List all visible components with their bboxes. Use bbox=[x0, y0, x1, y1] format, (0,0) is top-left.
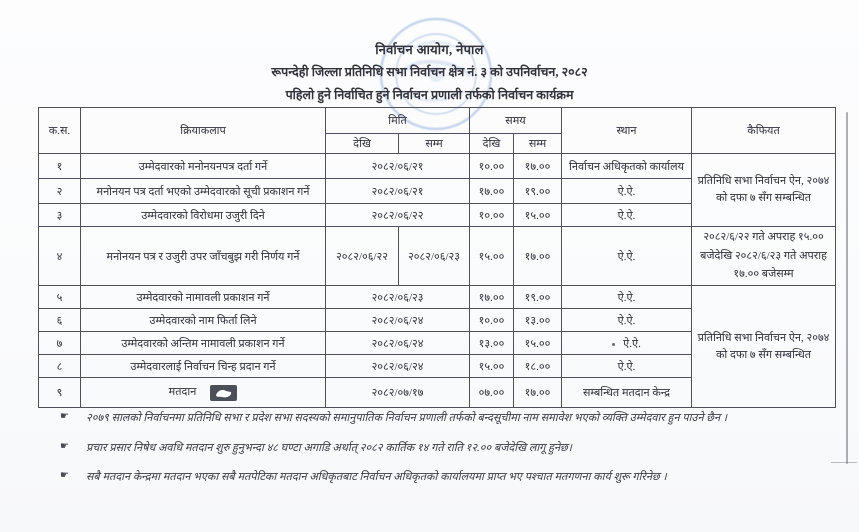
cell-activity: मनोनयन पत्र दर्ता भएको उम्मेदवारको सूची प्रकाशन गर्ने bbox=[81, 179, 326, 204]
header-time-to: सम्म bbox=[514, 134, 562, 154]
footnotes bbox=[60, 410, 850, 499]
cell-sn: ९ bbox=[39, 378, 81, 408]
cell-place: ऐ.ऐ. bbox=[562, 286, 692, 309]
header-place: स्थान bbox=[562, 108, 692, 154]
cell-place: ऐ.ऐ. bbox=[562, 204, 692, 227]
cell-time-from: १०.०० bbox=[470, 204, 514, 227]
scan-edge-line bbox=[831, 462, 857, 463]
header-date-to: सम्म bbox=[399, 134, 470, 154]
cell-date: २०८२/०६/२१ bbox=[326, 179, 470, 204]
voting-stamp-icon bbox=[210, 385, 237, 401]
cell-date: २०८२/०६/२४ bbox=[326, 309, 470, 332]
cell-remarks-rows-5-9: प्रतिनिधि सभा निर्वाचन ऐन, २०७४ को दफा ७ सँग सम्बन्धित bbox=[692, 286, 836, 408]
cell-activity: उम्मेदवारको अन्तिम नामावली प्रकाशन गर्ने bbox=[81, 332, 326, 355]
cell-time-to: १७.०० bbox=[514, 378, 562, 408]
election-schedule-table bbox=[38, 107, 836, 408]
cell-time-from: १३.०० bbox=[470, 332, 514, 355]
cell-activity-text: मतदान bbox=[168, 386, 197, 399]
table-row bbox=[39, 154, 836, 179]
cell-time-to: १३.०० bbox=[514, 309, 562, 332]
cell-sn: २ bbox=[39, 179, 81, 204]
cell-time-from: १५.०० bbox=[470, 355, 514, 378]
cell-activity: मनोनयन पत्र र उजुरी उपर जाँचबुझ गरी निर्णय गर्ने bbox=[81, 227, 326, 286]
cell-sn: ३ bbox=[39, 204, 81, 227]
ink-dot-artifact bbox=[612, 343, 615, 346]
cell-activity: उम्मेदवारको नामावली प्रकाशन गर्ने bbox=[81, 286, 326, 309]
cell-place-text: ऐ.ऐ. bbox=[623, 337, 641, 350]
cell-date: २०८२/०७/१७ bbox=[326, 378, 470, 408]
cell-place: निर्वाचन अधिकृतको कार्यालय bbox=[562, 154, 692, 179]
cell-date-to: २०८२/०६/२३ bbox=[399, 227, 470, 286]
pointing-hand-icon: ☛ bbox=[60, 470, 69, 481]
header-date: मिति bbox=[326, 108, 470, 134]
cell-sn: ७ bbox=[39, 332, 81, 355]
election-subtitle: रूपन्देही जिल्ला प्रतिनिधि सभा निर्वाचन क्षेत्र नं. ३ को उपनिर्वाचन, २०८२ bbox=[271, 65, 588, 80]
cell-place: ऐ.ऐ. bbox=[562, 179, 692, 204]
cell-place: ऐ.ऐ. bbox=[562, 227, 692, 286]
cell-activity: उम्मेदवारको नाम फिर्ता लिने bbox=[81, 309, 326, 332]
cell-place bbox=[562, 332, 692, 355]
cell-sn: ६ bbox=[39, 309, 81, 332]
cell-activity: उम्मेदवारको मनोनयनपत्र दर्ता गर्ने bbox=[81, 154, 326, 179]
table-row bbox=[39, 227, 836, 286]
cell-time-to: १७.०० bbox=[514, 227, 562, 286]
cell-remarks-rows-1-3: प्रतिनिधि सभा निर्वाचन ऐन, २०७४ को दफा ७ सँग सम्बन्धित bbox=[692, 154, 836, 227]
header-remarks: कैफियत bbox=[692, 108, 836, 154]
header-date-from: देखि bbox=[326, 134, 399, 154]
scan-edge-line bbox=[846, 112, 848, 464]
cell-time-to: १९.०० bbox=[514, 286, 562, 309]
note-item bbox=[60, 410, 850, 427]
cell-time-from: १०.०० bbox=[470, 309, 514, 332]
cell-activity bbox=[81, 378, 326, 408]
cell-date: २०८२/०६/२१ bbox=[326, 154, 470, 179]
header-time-from: देखि bbox=[470, 134, 514, 154]
pointing-hand-icon: ☛ bbox=[60, 411, 69, 422]
document-header bbox=[0, 40, 859, 105]
cell-time-to: १५.०० bbox=[514, 332, 562, 355]
program-title: पहिलो हुने निर्वाचित हुने निर्वाचन प्रणाली तर्फको निर्वाचन कार्यक्रम bbox=[285, 87, 574, 102]
note-text: २०७९ सालको निर्वाचनमा प्रतिनिधि सभा र प्रदेश सभा सदस्यको समानुपातिक निर्वाचन प्रणाली तर्फको बन्दसूचीमा नाम समावेश भएको व्यक्ति उम्मेदवार हुन पाउने छैन । bbox=[86, 412, 728, 424]
cell-date: २०८२/०६/२४ bbox=[326, 355, 470, 378]
cell-date: २०८२/०६/२२ bbox=[326, 204, 470, 227]
header-time: समय bbox=[470, 108, 562, 134]
note-text: सबै मतदान केन्द्रमा मतदान भएका सबै मतपेटिका मतदान अधिकृतबाट निर्वाचन अधिकृतको कार्यालयमा प्राप्त भए पश्चात मतगणना कार्य शुरू गरिनेछ । bbox=[86, 471, 667, 483]
cell-date: २०८२/०६/२३ bbox=[326, 286, 470, 309]
cell-place: ऐ.ऐ. bbox=[562, 309, 692, 332]
pointing-hand-icon: ☛ bbox=[60, 440, 69, 452]
org-title: निर्वाचन आयोग, नेपाल bbox=[375, 42, 484, 57]
cell-sn: ४ bbox=[39, 227, 81, 286]
cell-time-from: ०७.०० bbox=[470, 378, 514, 408]
header-activity: क्रियाकलाप bbox=[81, 108, 326, 154]
cell-date: २०८२/०६/२४ bbox=[326, 332, 470, 355]
cell-activity: उम्मेदवारको विरोधमा उजुरी दिने bbox=[81, 204, 326, 227]
cell-remarks-row-4: २०८२/६/२२ गते अपराह १५.०० बजेदेखि २०८२/६/२३ गते अपराह १७.०० बजेसम्म bbox=[692, 227, 836, 286]
cell-date-from: २०८२/०६/२२ bbox=[326, 227, 399, 286]
cell-activity: उम्मेदवारलाई निर्वाचन चिन्ह प्रदान गर्ने bbox=[81, 355, 326, 378]
cell-time-to: १८.०० bbox=[514, 355, 562, 378]
cell-place: सम्बन्धित मतदान केन्द्र bbox=[562, 378, 692, 408]
note-text: प्रचार प्रसार निषेध अवधि मतदान शुरु हुनुभन्दा ४८ घण्टा अगाडि अर्थात् २०८२ कार्तिक १४ गते राति १२.०० बजेदेखि लागू हुनेछ। bbox=[86, 441, 572, 454]
note-item bbox=[60, 440, 850, 457]
cell-time-to: १९.०० bbox=[514, 179, 562, 204]
cell-place: ऐ.ऐ. bbox=[562, 355, 692, 378]
cell-time-to: १७.०० bbox=[514, 154, 562, 179]
cell-time-to: १५.०० bbox=[514, 204, 562, 227]
cell-sn: ८ bbox=[39, 355, 81, 378]
table-header-row-1 bbox=[39, 108, 836, 134]
cell-time-from: १५.०० bbox=[470, 227, 514, 286]
note-item bbox=[60, 469, 850, 486]
cell-time-from: १७.०० bbox=[470, 286, 514, 309]
cell-sn: १ bbox=[39, 154, 81, 179]
table-row bbox=[39, 286, 836, 309]
header-sn: क.स. bbox=[39, 108, 81, 154]
cell-time-from: १७.०० bbox=[470, 179, 514, 204]
cell-sn: ५ bbox=[39, 286, 81, 309]
cell-time-from: १०.०० bbox=[470, 154, 514, 179]
